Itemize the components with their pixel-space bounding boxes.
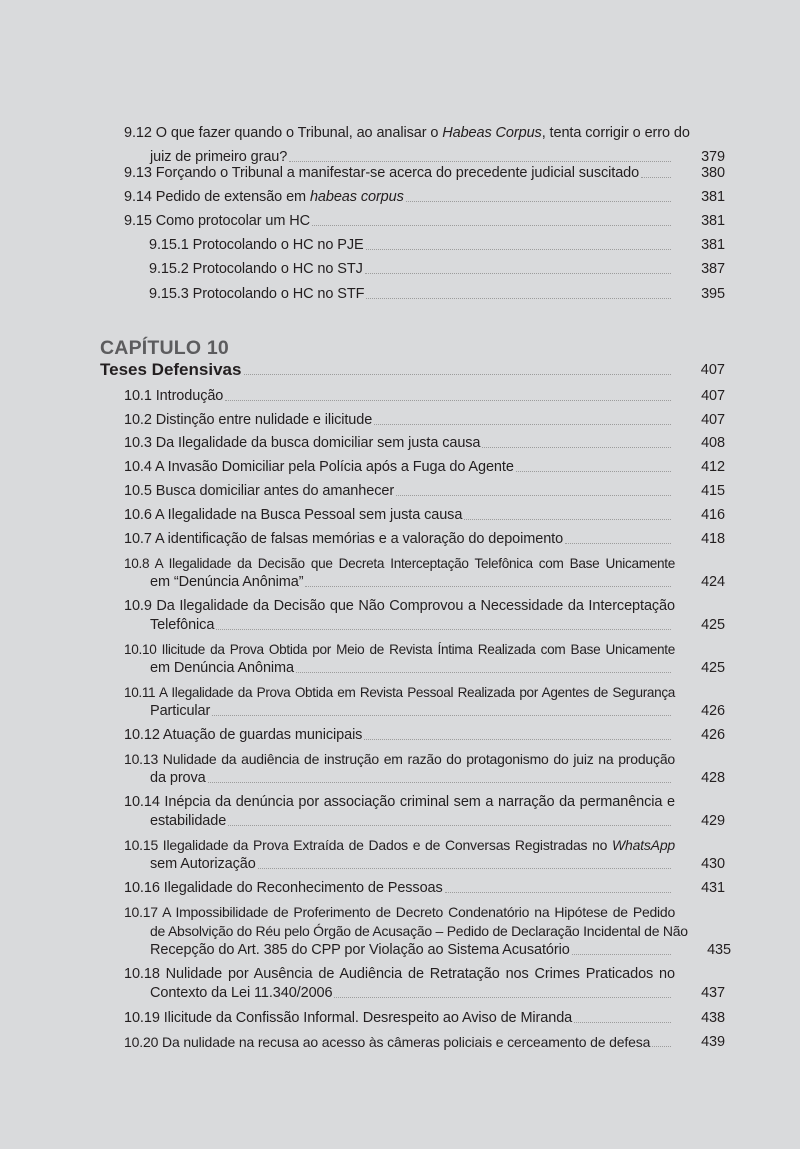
toc-entry-10-1[interactable] bbox=[124, 387, 725, 406]
toc-entry-9-13[interactable] bbox=[124, 164, 725, 183]
page-number: 438 bbox=[701, 1010, 725, 1026]
toc-entry-text: juiz de primeiro grau? bbox=[150, 149, 288, 165]
toc-entry-10-3[interactable] bbox=[124, 434, 725, 453]
dot-leader bbox=[396, 494, 671, 496]
toc-entry-10-4[interactable] bbox=[124, 458, 725, 477]
toc-entry-9-15-2[interactable] bbox=[149, 260, 725, 279]
dot-leader bbox=[406, 200, 671, 202]
page-number: 395 bbox=[701, 286, 725, 302]
page-number: 424 bbox=[701, 574, 725, 590]
italic-text: Habeas Corpus bbox=[442, 125, 542, 141]
toc-entry-text: 10.13 Nulidade da audiência de instrução em razão do protagonismo do juiz na produção bbox=[124, 751, 675, 767]
toc-entry-text: 10.2 Distinção entre nulidade e ilicitude bbox=[124, 412, 373, 428]
dot-leader bbox=[574, 1021, 671, 1023]
page-number: 407 bbox=[700, 362, 725, 378]
italic-text: WhatsApp bbox=[612, 837, 675, 853]
toc-entry-9-15-1[interactable] bbox=[149, 236, 725, 255]
toc-entry-text: Particular bbox=[150, 703, 211, 719]
toc-entry-text: 10.5 Busca domiciliar antes do amanhecer bbox=[124, 483, 395, 499]
toc-entry-10-14[interactable] bbox=[124, 793, 725, 831]
toc-entry-10-8[interactable] bbox=[124, 554, 725, 592]
dot-leader bbox=[212, 714, 671, 716]
toc-entry-10-6[interactable] bbox=[124, 506, 725, 525]
dot-leader bbox=[244, 373, 671, 375]
toc-entry-text: 10.10 Ilicitude da Prova Obtida por Meio de Revista Íntima Realizada com Base Unicamente bbox=[124, 642, 675, 657]
page-number: 429 bbox=[701, 813, 725, 829]
dot-leader bbox=[289, 160, 671, 162]
page-number: 425 bbox=[701, 660, 725, 676]
dot-leader bbox=[641, 176, 671, 178]
toc-entry-text: 9.12 O que fazer quando o Tribunal, ao analisar o Habeas Corpus, tenta corrigir o erro do bbox=[124, 125, 690, 141]
toc-entry-text: 10.8 A Ilegalidade da Decisão que Decreta Interceptação Telefônica com Base Unicamente bbox=[124, 556, 675, 571]
page-number: 381 bbox=[701, 237, 725, 253]
page-number: 381 bbox=[701, 213, 725, 229]
page-number: 435 bbox=[707, 942, 731, 958]
toc-entry-text: 10.18 Nulidade por Ausência de Audiência de Retratação nos Crimes Praticados no bbox=[124, 966, 675, 982]
page-number: 437 bbox=[701, 985, 725, 1001]
page-number: 416 bbox=[701, 507, 725, 523]
toc-entry-text: em “Denúncia Anônima” bbox=[150, 574, 304, 590]
page-number: 387 bbox=[701, 261, 725, 277]
toc-entry-text: 10.12 Atuação de guardas municipais bbox=[124, 727, 363, 743]
toc-entry-10-2[interactable] bbox=[124, 411, 725, 430]
dot-leader bbox=[365, 272, 671, 274]
toc-entry-text: 9.14 Pedido de extensão em habeas corpus bbox=[124, 189, 404, 205]
toc-entry-10-12[interactable] bbox=[124, 726, 725, 745]
page-number: 430 bbox=[701, 856, 725, 872]
toc-entry-10-19[interactable] bbox=[124, 1009, 725, 1028]
page-number: 408 bbox=[701, 435, 725, 451]
toc-entry-text: 10.3 Da Ilegalidade da busca domiciliar sem justa causa bbox=[124, 435, 481, 451]
dot-leader bbox=[652, 1045, 671, 1047]
chapter-title: Teses Defensivas bbox=[100, 360, 242, 379]
toc-entry-text: de Absolvição do Réu pelo Órgão de Acusação – Pedido de Declaração Incidental de Não bbox=[150, 923, 688, 939]
toc-entry-text: 10.6 A Ilegalidade na Busca Pessoal sem justa causa bbox=[124, 507, 463, 523]
toc-entry-10-18[interactable] bbox=[124, 965, 725, 1003]
page-number: 407 bbox=[701, 388, 725, 404]
toc-entry-text: estabilidade bbox=[150, 813, 227, 829]
page-number: 431 bbox=[701, 880, 725, 896]
dot-leader bbox=[366, 297, 671, 299]
toc-entry-10-5[interactable] bbox=[124, 482, 725, 501]
dot-leader bbox=[296, 671, 671, 673]
toc-entry-text: 10.20 Da nulidade na recusa ao acesso às câmeras policiais e cerceamento de defesa bbox=[124, 1034, 651, 1050]
toc-entry-text: 10.16 Ilegalidade do Reconhecimento de Pessoas bbox=[124, 880, 443, 896]
dot-leader bbox=[366, 248, 671, 250]
toc-entry-9-14[interactable] bbox=[124, 188, 725, 207]
toc-entry-text: 9.15 Como protocolar um HC bbox=[124, 213, 310, 229]
dot-leader bbox=[482, 446, 671, 448]
page-number: 428 bbox=[701, 770, 725, 786]
toc-entry-text: Telefônica bbox=[150, 617, 215, 633]
toc-entry-text: 10.9 Da Ilegalidade da Decisão que Não Comprovou a Necessidade da Interceptação bbox=[124, 598, 675, 614]
toc-entry-10-20[interactable] bbox=[124, 1033, 725, 1052]
toc-entry-text: 9.15.2 Protocolando o HC no STJ bbox=[149, 261, 363, 277]
toc-entry-10-11[interactable] bbox=[124, 683, 725, 721]
dot-leader bbox=[216, 628, 671, 630]
toc-entry-text: da prova bbox=[150, 770, 206, 786]
toc-entry-10-7[interactable] bbox=[124, 530, 725, 549]
page-number: 407 bbox=[701, 412, 725, 428]
page-number: 380 bbox=[701, 165, 725, 181]
dot-leader bbox=[208, 781, 671, 783]
toc-entry-10-9[interactable] bbox=[124, 597, 725, 635]
dot-leader bbox=[258, 867, 671, 869]
toc-entry-10-10[interactable] bbox=[124, 640, 725, 678]
toc-entry-9-15[interactable] bbox=[124, 212, 725, 231]
toc-entry-text: 9.15.1 Protocolando o HC no PJE bbox=[149, 237, 364, 253]
toc-entry-text: 10.15 Ilegalidade da Prova Extraída de Dados e de Conversas Registradas no WhatsApp bbox=[124, 837, 675, 853]
dot-leader bbox=[374, 423, 671, 425]
toc-entry-9-12[interactable] bbox=[124, 124, 725, 167]
page-number: 415 bbox=[701, 483, 725, 499]
dot-leader bbox=[312, 224, 671, 226]
toc-entry-text: 10.19 Ilicitude da Confissão Informal. Desrespeito ao Aviso de Miranda bbox=[124, 1010, 573, 1026]
page-number: 381 bbox=[701, 189, 725, 205]
toc-entry-text: Recepção do Art. 385 do CPP por Violação ao Sistema Acusatório bbox=[150, 942, 570, 958]
toc-entry-10-13[interactable] bbox=[124, 750, 725, 788]
dot-leader bbox=[516, 470, 671, 472]
toc-entry-text: sem Autorização bbox=[150, 856, 256, 872]
toc-entry-text: 10.11 A Ilegalidade da Prova Obtida em Revista Pessoal Realizada por Agentes de Segurança bbox=[124, 685, 675, 700]
toc-entry-10-17[interactable] bbox=[124, 903, 731, 960]
toc-entry-text: 9.13 Forçando o Tribunal a manifestar-se acerca do precedente judicial suscitado bbox=[124, 165, 640, 181]
chapter-title-entry[interactable] bbox=[100, 359, 725, 381]
dot-leader bbox=[364, 738, 671, 740]
page-number: 425 bbox=[701, 617, 725, 633]
toc-entry-10-15[interactable] bbox=[124, 836, 725, 874]
page-number: 379 bbox=[701, 149, 725, 165]
toc-entry-text: 10.1 Introdução bbox=[124, 388, 224, 404]
toc-entry-9-15-3[interactable] bbox=[149, 285, 725, 304]
page-number: 439 bbox=[701, 1034, 725, 1050]
chapter-label: CAPÍTULO 10 bbox=[100, 337, 229, 359]
page-number: 418 bbox=[701, 531, 725, 547]
dot-leader bbox=[565, 542, 671, 544]
dot-leader bbox=[225, 399, 671, 401]
italic-text: habeas corpus bbox=[309, 189, 404, 205]
page-number: 426 bbox=[701, 727, 725, 743]
toc-entry-text: em Denúncia Anônima bbox=[150, 660, 294, 676]
dot-leader bbox=[445, 891, 671, 893]
toc-entry-text: 9.15.3 Protocolando o HC no STF bbox=[149, 286, 365, 302]
toc-entry-text: 10.14 Inépcia da denúncia por associação criminal sem a narração da permanência e bbox=[124, 794, 675, 810]
page-number: 412 bbox=[701, 459, 725, 475]
toc-entry-text: 10.7 A identificação de falsas memórias e a valoração do depoimento bbox=[124, 531, 564, 547]
dot-leader bbox=[334, 996, 671, 998]
toc-entry-text: 10.4 A Invasão Domiciliar pela Polícia após a Fuga do Agente bbox=[124, 459, 514, 475]
page-number: 426 bbox=[701, 703, 725, 719]
toc-entry-text: 10.17 A Impossibilidade de Proferimento de Decreto Condenatório na Hipótese de Pedido bbox=[124, 904, 675, 920]
dot-leader bbox=[305, 585, 671, 587]
toc-entry-10-16[interactable] bbox=[124, 879, 725, 898]
dot-leader bbox=[228, 824, 671, 826]
dot-leader bbox=[464, 518, 671, 520]
dot-leader bbox=[572, 953, 671, 955]
toc-entry-text: Contexto da Lei 11.340/2006 bbox=[150, 985, 333, 1001]
